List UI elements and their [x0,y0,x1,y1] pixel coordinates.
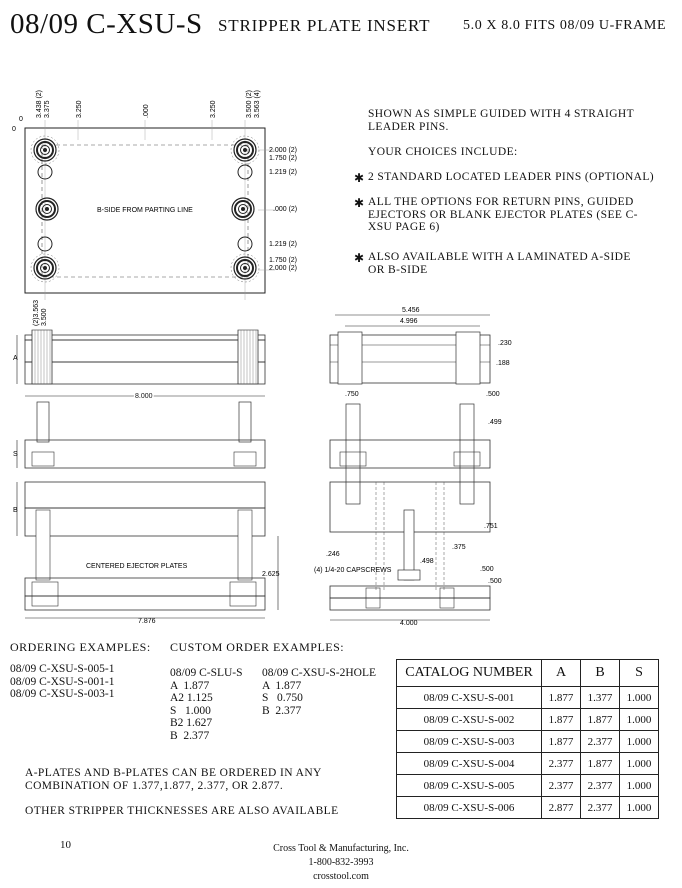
value-a: 2.377 [542,753,581,775]
value-s: 1.000 [620,753,659,775]
value-a: 1.877 [542,709,581,731]
value-s: 1.000 [620,709,659,731]
catalog-number: 08/09 C-XSU-S-003 [397,731,542,753]
dim-end: .498 [420,558,434,565]
end-view-bottom [314,404,502,627]
asterisk-icon: ✱ [354,196,365,210]
width-8: 8.000 [135,393,153,400]
dim-right: 1.750 (2) [269,257,298,264]
dim-end: .500 [488,578,502,585]
asterisk-icon: ✱ [354,251,365,265]
value-b: 1.377 [581,687,620,709]
label-s: S [13,451,18,458]
value-s: 1.000 [620,731,659,753]
custom-value: B 2.377 [170,729,210,742]
dim-top: 3.563 (4) [254,89,261,118]
ordering-title: ORDERING EXAMPLES: [10,640,151,654]
value-s: 1.000 [620,687,659,709]
plan-view [12,90,297,326]
dim-end: .750 [345,391,359,398]
catalog-number: 08/09 C-XSU-S-001 [397,687,542,709]
part-subtitle: STRIPPER PLATE INSERT [218,16,431,35]
dim-end: .499 [488,419,502,426]
ejector-label: CENTERED EJECTOR PLATES [86,563,188,570]
choice-bullet: ✱ ALL THE OPTIONS FOR RETURN PINS, GUIDED EJECTORS OR BLANK EJECTOR PLATES (SEE C-XSU PAGE 6) [354,196,638,233]
table-header-row [397,660,659,687]
fit-description: 5.0 X 8.0 FITS 08/09 U-FRAME [463,18,667,33]
value-b: 1.877 [581,709,620,731]
dim-top: 3.375 [44,100,51,118]
asterisk-icon: ✱ [354,171,365,185]
other-note: OTHER STRIPPER THICKNESSES ARE ALSO AVAILABLE [25,805,339,817]
dim-top: 3.438 (2) [36,89,43,118]
choice-bullet: ✱ 2 STANDARD LOCATED LEADER PINS (OPTIONAL) [354,171,655,185]
label-b: B [13,507,18,514]
choice-bullet: ✱ ALSO AVAILABLE WITH A LAMINATED A-SIDE OR B-SIDE [354,251,631,276]
value-a: 2.377 [542,775,581,797]
table-row [397,687,659,709]
catalog-table [396,659,659,819]
value-b: 1.877 [581,753,620,775]
page-number: 10 [60,839,71,851]
dim-right: 1.219 (2) [269,241,298,248]
custom-value: B 2.377 [262,704,302,717]
dim-end: .500 [480,566,494,573]
height-2625: 2.625 [262,571,280,578]
dim-end: .230 [498,340,512,347]
dim-end: .375 [452,544,466,551]
custom-value: S 0.750 [262,692,303,704]
value-s: 1.000 [620,797,659,819]
dim-right: 1.750 (2) [269,155,298,162]
origin-x: 0 [12,126,16,133]
table-row [397,709,659,731]
catalog-number: 08/09 C-XSU-S-005 [397,775,542,797]
custom-col-1 [170,667,243,742]
end-view-top [330,307,512,398]
capscrews-label: (4) 1/4-20 CAPSCREWS [314,567,392,574]
catalog-number: 08/09 C-XSU-S-006 [397,797,542,819]
plates-note: A-PLATES AND B-PLATES CAN BE ORDERED IN ANY COMBINATION OF 1.377,1.877, 2.377, OR 2.877. [25,767,322,792]
origin-y: 0 [19,116,23,123]
ordering-list [10,663,114,701]
ordering-item: 08/09 C-XSU-S-005-1 [10,663,115,675]
dim-bottom-left: (2)3.563 [33,299,40,326]
dim-top: 3.500 (2) [246,89,253,118]
ordering-item: 08/09 C-XSU-S-001-1 [10,675,115,688]
value-s: 1.000 [620,775,659,797]
side-view-a [13,330,265,400]
dim-end: .188 [496,360,510,367]
part-code-title: 08/09 C-XSU-S [10,8,203,40]
dim-bottom-left: 3.500 [41,308,48,326]
value-a: 2.877 [542,797,581,819]
dim-top: 3.250 [210,100,217,118]
value-a: 1.877 [542,687,581,709]
catalog-number: 08/09 C-XSU-S-002 [397,709,542,731]
custom-col-title: 08/09 C-XSU-S-2HOLE [262,667,377,679]
custom-title: CUSTOM ORDER EXAMPLES: [170,640,345,654]
side-view-b [13,402,280,625]
table-row [397,797,659,819]
custom-col-2 [262,667,376,717]
company-name: Cross Tool & Manufacturing, Inc. [273,843,409,854]
plan-label: B-SIDE FROM PARTING LINE [97,207,193,214]
header-a: A [542,660,581,687]
value-b: 2.377 [581,775,620,797]
choices-heading: YOUR CHOICES INCLUDE: [368,146,518,158]
label-a: A [13,355,18,362]
value-b: 2.377 [581,731,620,753]
custom-value: A 1.877 [262,679,302,692]
dim-top: 3.250 [76,100,83,118]
dim-right: 1.219 (2) [269,169,298,176]
custom-value: B2 1.627 [170,717,213,729]
value-a: 1.877 [542,731,581,753]
dim-right: 2.000 (2) [269,147,298,154]
custom-value: S 1.000 [170,704,211,717]
value-b: 2.377 [581,797,620,819]
dim-top: .000 [143,104,150,118]
company-phone: 1-800-832-3993 [308,857,374,868]
table-row [397,775,659,797]
dim-end: .246 [326,551,340,558]
dim-end: .500 [486,391,500,398]
custom-col-title: 08/09 C-SLU-S [170,667,243,679]
dim-right: 2.000 (2) [269,265,298,272]
custom-value: A 1.877 [170,679,210,692]
header-b: B [581,660,620,687]
width-7876: 7.876 [138,618,156,625]
end-width-bottom: 4.000 [400,620,418,627]
end-width-top: 5.456 [402,307,420,314]
table-row [397,753,659,775]
header-s: S [620,660,659,687]
end-width-inner: 4.996 [400,318,418,325]
dim-right: .000 (2) [273,206,298,213]
table-row [397,731,659,753]
custom-value: A2 1.125 [170,692,213,704]
ordering-item: 08/09 C-XSU-S-003-1 [10,688,115,700]
dim-end: .751 [484,523,498,530]
company-website: crosstool.com [313,871,369,882]
shown-note: SHOWN AS SIMPLE GUIDED WITH 4 STRAIGHT LEADER PINS. [368,108,634,133]
header-catalog-number: CATALOG NUMBER [397,660,542,687]
catalog-number: 08/09 C-XSU-S-004 [397,753,542,775]
